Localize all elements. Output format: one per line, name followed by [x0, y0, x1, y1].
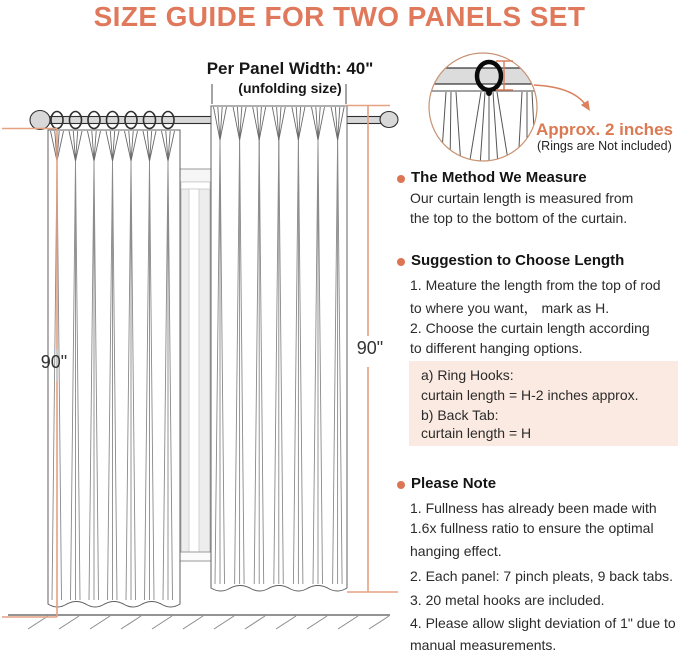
- right-height-label: 90": [356, 338, 384, 358]
- note-heading: Please Note: [411, 475, 497, 492]
- bullet-icon: [397, 481, 405, 489]
- bullet-icon: [397, 258, 405, 266]
- ring-height-label: Approx. 2 inches: [536, 120, 673, 139]
- box-line: a) Ring Hooks:: [421, 367, 514, 383]
- window: [177, 169, 214, 561]
- suggestion-item: 1. Meature the length from the top of rod: [410, 277, 661, 293]
- note-item: 1.6x fullness ratio to ensure the optimal: [410, 520, 654, 536]
- right-curtain-panel: [211, 106, 347, 591]
- note-item: hanging effect.: [410, 543, 502, 559]
- panel-width-label: Per Panel Width: 40": [206, 59, 374, 78]
- floor: [8, 615, 390, 629]
- rod-finial-left: [30, 111, 50, 130]
- suggestion-item: 2. Choose the curtain length according: [410, 320, 650, 336]
- box-line: curtain length = H-2 inches approx.: [421, 387, 639, 403]
- rings-not-included-note: (Rings are Not included): [537, 139, 672, 153]
- bullet-icon: [397, 175, 405, 183]
- method-heading: The Method We Measure: [411, 169, 587, 186]
- note-item: 4. Please allow slight deviation of 1" due to: [410, 615, 676, 631]
- note-item: 1. Fullness has already been made with: [410, 500, 657, 516]
- box-line: curtain length = H: [421, 425, 532, 441]
- suggestion-heading: Suggestion to Choose Length: [411, 252, 625, 269]
- method-line: Our curtain length is measured from: [410, 190, 634, 206]
- panel-width-sublabel: (unfolding size): [238, 80, 342, 96]
- box-line: b) Back Tab:: [421, 407, 499, 423]
- page-title: SIZE GUIDE FOR TWO PANELS SET: [93, 1, 586, 32]
- left-height-label: 90": [40, 352, 68, 372]
- magnifier-inset: [424, 53, 542, 166]
- note-item: 3. 20 metal hooks are included.: [410, 592, 605, 608]
- note-item: 2. Each panel: 7 pinch pleats, 9 back tabs.: [410, 568, 674, 584]
- note-item: manual measurements.: [410, 637, 557, 652]
- suggestion-item: to where you want， mark as H.: [410, 300, 610, 316]
- pointer-arrow-icon: [534, 85, 590, 111]
- rod-finial-right: [380, 112, 398, 128]
- suggestion-item: to different hanging options.: [410, 340, 583, 356]
- method-line: the top to the bottom of the curtain.: [410, 210, 628, 226]
